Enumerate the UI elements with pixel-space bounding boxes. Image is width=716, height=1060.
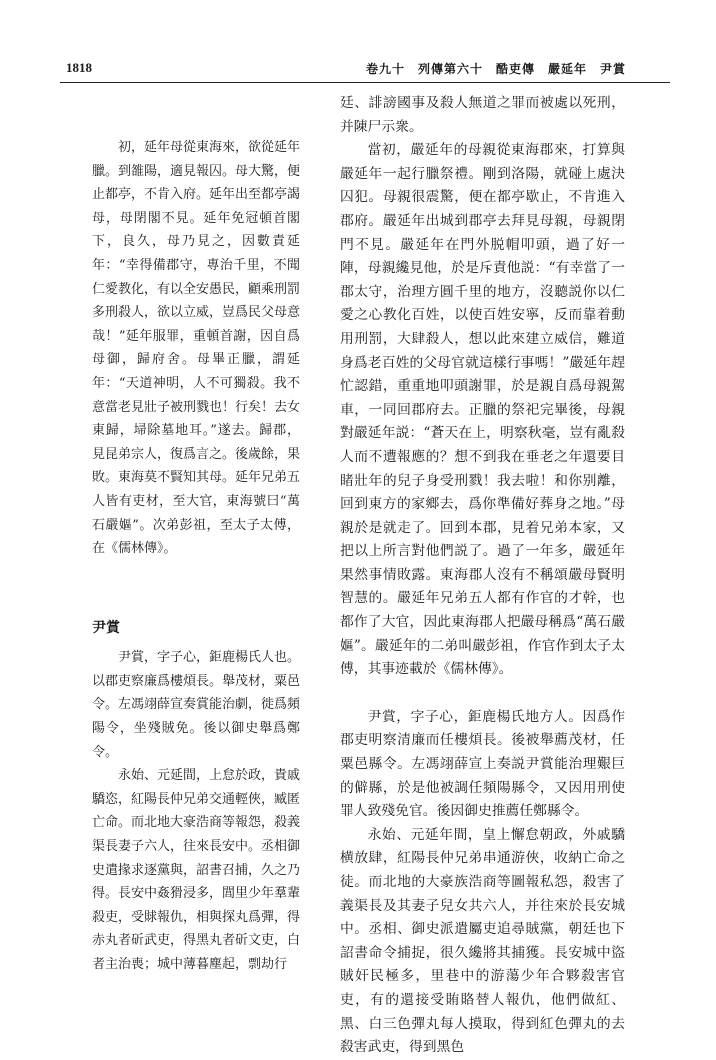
section-title-yin-shang-classical: 尹賞 [92,619,120,636]
translation-paragraph-yongshi: 永始、元延年間，皇上懈怠朝政，外戚驕横放肆，紅陽長仲兄弟串通游俠，收納亡命之徒。而北地的大豪族浩商等圖報私怨，殺害了義渠長及其妻子兒女共六人，并往來於長安城中。丞相、御史派遣屬吏追尋賊黨，朝廷也下詔書命令捕捉，很久纔將其捕獲。長安城中盜賊奸民極多，里巷中的游蕩少年合夥殺害官吏，有的還接受賄賂替人報仇，他們做紅、黑、白三色彈丸每人摸取，得到紅色彈丸的去殺害武吏，得到黑色 [340,826,625,1056]
translation-column [340,92,625,1060]
translation-paragraph-continued: 廷、誹謗國事及殺人無道之罪而被處以死刑，并陳尸示衆。 [340,95,625,135]
section-gap [340,682,625,706]
page-number: 1818 [66,60,92,75]
classical-paragraph-yan-mother: 初，延年母從東海來，欲從延年臘。到雒陽，適見報囚。母大驚，便止都亭，不肯入府。延年出至都亭謁母，母閉閣不見。延年免冠頓首閣下，良久，母乃見之，因數責延年：“幸得備郡守，專治千里，不聞仁愛教化，有以全安愚民，顧乘刑罰多刑殺人，欲以立威，豈爲民父母意哉！”延年服罪，重頓首謝，因自爲母御，歸府舍。母畢正臘，謂延年：“天道神明，人不可獨殺。我不意當老見壯子被刑戮也！行矣！去女東歸，埽除墓地耳。”遂去。歸郡，見昆弟宗人，復爲言之。後歲餘，果敗。東海莫不賢知其母。延年兄弟五人皆有吏材，至大官，東海號曰“萬石嚴嫗”。次弟彭祖，至太子太傅，在《儒林傳》。 [92,140,301,557]
translation-paragraph-yin-shang-bio: 尹賞，字子心，鉅鹿楊氏地方人。因爲作郡吏明察清廉而任樓煩長。後被舉薦茂材，任粟邑縣令。左馮翊薛宣上奏説尹賞能治理艱巨的僻縣，於是他被調任頻陽縣令，又因用刑使罪人致殘免官。後因御史推薦任鄭縣令。 [340,708,625,820]
running-head: 卷九十 列傳第六十 酷吏傳 嚴延年 尹賞 [365,62,626,76]
classical-paragraph-yin-shang-bio: 尹賞，字子心，鉅鹿楊氏人也。以郡吏察廉爲樓煩長。舉茂材，粟邑令。左馮翊薛宣奏賞能治劇，徙爲頻陽令，坐殘賊免。後以御史舉爲鄭令。 [92,650,301,760]
translation-paragraph-yan-mother: 當初，嚴延年的母親從東海郡來，打算與嚴延年一起行臘祭禮。剛到洛陽，就碰上處決囚犯。母親很震驚，便在都亭歇止，不肯進入郡府。嚴延年出城到郡亭去拜見母親，母親閉門不見。嚴延年在門外脱帽叩頭，過了好一陣，母親纔見他，於是斥責他説：“有幸當了一郡太守，治理方圓千里的地方，沒聽説你以仁愛之心教化百姓，以使百姓安寧，反而靠着動用刑罰，大肆殺人，想以此來建立威信，難道身爲老百姓的父母官就這樣行事嗎！”嚴延年趕忙認錯，重重地叩頭謝罪，於是親自爲母親駕車，一同回郡府去。正臘的祭祀完畢後，母親對嚴延年説：“蒼天在上，明察秋毫，豈有亂殺人而不遭報應的？想不到我在垂老之年還要目睹壯年的兒子身受刑戮！我去啦！和你别離，回到東方的家鄉去，爲你準備好葬身之地。”母親於是就走了。回到本郡，見着兄弟本家，又把以上所言對他們説了。過了一年多，嚴延年果然事情敗露。東海郡人沒有不稱頌嚴母賢明智慧的。嚴延年兄弟五人都有作官的才幹，也都作了大官，因此東海郡人把嚴母稱爲“萬石嚴嫗”。嚴延年的二弟叫嚴彭祖，作官作到太子太傅，其事迹載於《儒林傳》。 [340,142,625,678]
page-header [60,58,670,83]
classical-paragraph-yongshi: 永始、元延間，上怠於政，貴戚驕恣，紅陽長仲兄弟交通輕俠，臧匿亡命。而北地大豪浩商等報怨，殺義渠長妻子六人，往來長安中。丞相御史遣掾求逐黨與，詔書召捕，久之乃得。長安中姦猾浸多，閭里少年羣輩殺吏，受賕報仇，相與探丸爲彈，得赤丸者斫武吏，得黑丸者斫文吏，白者主治喪；城中薄暮塵起，剽劫行 [92,768,301,972]
classical-text-column [92,136,300,977]
